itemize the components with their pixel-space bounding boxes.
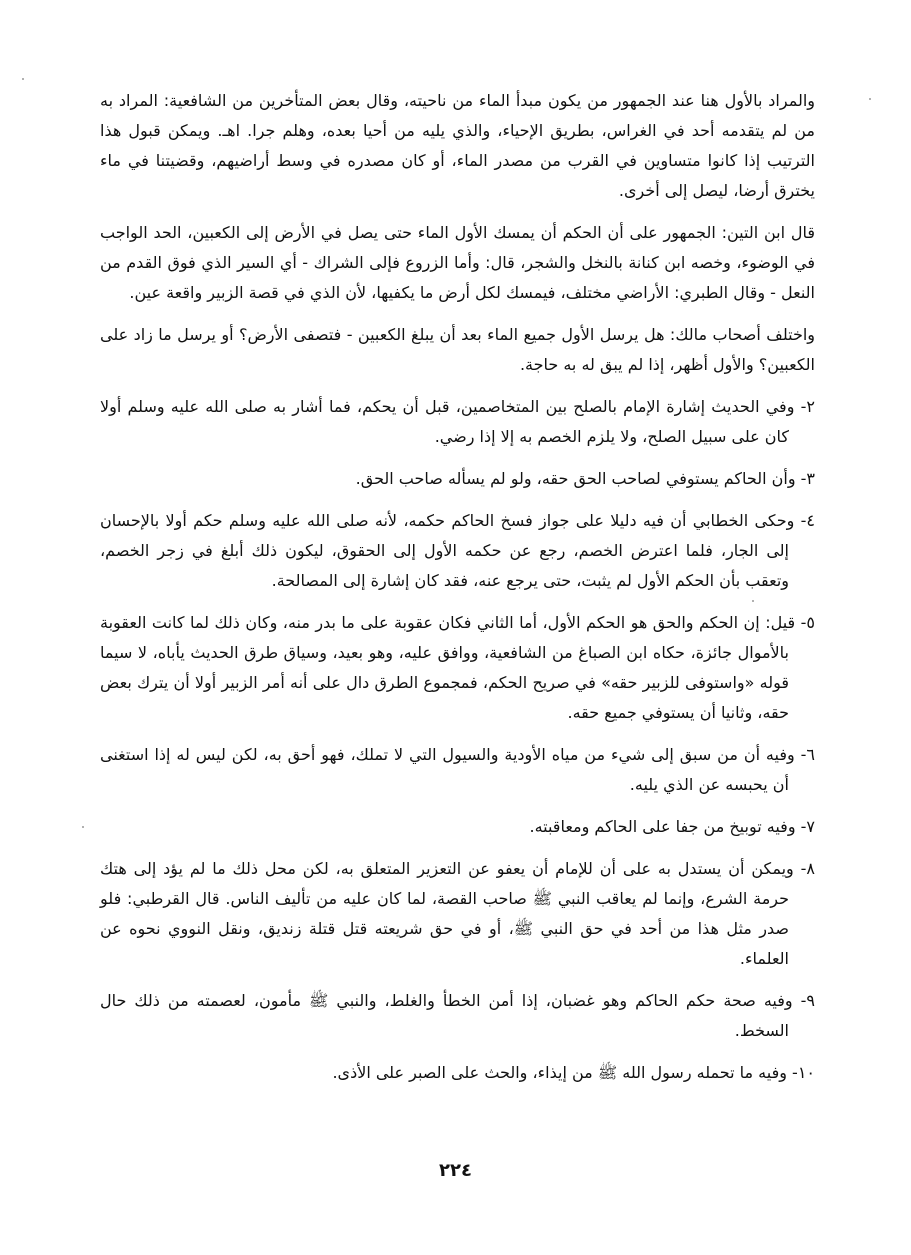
list-item-5: ٥- قيل: إن الحكم والحق هو الحكم الأول، أما الثاني فكان عقوبة على ما بدر منه، وكان ذلك لما كانت العقوبة بالأموال جائزة، حكاه ابن الصباغ من الشافعية، ووافق عليه، وهو بعيد، وسياق طرق الحديث يأباه، لا سيما قوله «واستوفى للزبير حقه» في صريح الحكم، فمجموع الطرق دال على أنه أمر الزبير أولا أن يترك بعض حقه، وثانيا أن يستوفي جميع حقه. — [100, 613, 815, 722]
scan-speck — [869, 98, 871, 100]
list-item-7: ٧- وفيه توبيخ من جفا على الحاكم ومعاقبته. — [529, 817, 815, 836]
paragraph-malik-companions: واختلف أصحاب مالك: هل يرسل الأول جميع الماء بعد أن يبلغ الكعبين - فتصفى الأرض؟ أو يرسل ما زاد على الكعبين؟ والأول أظهر، إذا لم يبق له به حاجة. — [100, 325, 815, 374]
list-item-2: ٢- وفي الحديث إشارة الإمام بالصلح بين المتخاصمين، قبل أن يحكم، فما أشار به صلى الله عليه وسلم أولا كان على سبيل الصلح، ولا يلزم الخصم به إلا إذا رضي. — [100, 397, 815, 446]
scan-speck — [752, 600, 754, 602]
list-item-8: ٨- ويمكن أن يستدل به على أن للإمام أن يعفو عن التعزير المتعلق به، لكن محل ذلك ما لم يؤد إلى هتك حرمة الشرع، وإنما لم يعاقب النبي ﷺ صاحب القصة، لما كان عليه من تأليف الناس. قال القرطبي: فلو صدر مثل هذا من أحد في حق النبي ﷺ، أو في حق شريعته قتل قتلة زنديق، ونقل النووي نحوه عن العلماء. — [100, 859, 815, 968]
page-number: ٢٢٤ — [439, 1160, 472, 1181]
paragraph-ibn-al-tin: قال ابن التين: الجمهور على أن الحكم أن يمسك الأول الماء حتى يصل في الأرض إلى الكعبين، الحد الواجب في الوضوء، وخصه ابن كنانة بالنخل والشجر، قال: وأما الزروع فإلى الشراك - أي السير الذي فوق القدم من النعل - وقال الطبري: الأراضي مختلف، فيمسك لكل أرض ما يكفيها، لأن الذي في قصة الزبير واقعة عين. — [100, 223, 815, 302]
list-item-3: ٣- وأن الحاكم يستوفي لصاحب الحق حقه، ولو لم يسأله صاحب الحق. — [355, 469, 815, 488]
body-text — [100, 86, 815, 1100]
paragraph-intro-first-in-line: والمراد بالأول هنا عند الجمهور من يكون مبدأ الماء من ناحيته، وقال بعض المتأخرين من الشافعية: المراد به من لم يتقدمه أحد في الغراس، بطريق الإحياء، والذي يليه من أحيا بعده، وهلم جرا. اهـ. ويمكن قبول هذا الترتيب إذا كانوا متساوين في القرب من مصدر الماء، أو كان مصدره في وسط أراضيهم، وقضيتنا في ماء يخترق أرضا، ليصل إلى أخرى. — [100, 91, 815, 200]
list-item-6: ٦- وفيه أن من سبق إلى شيء من مياه الأودية والسيول التي لا تملك، فهو أحق به، لكن ليس له إذا استغنى أن يحبسه عن الذي يليه. — [100, 745, 815, 794]
list-item-10: ١٠- وفيه ما تحمله رسول الله ﷺ من إيذاء، والحث على الصبر على الأذى. — [332, 1063, 815, 1082]
scan-speck — [22, 78, 24, 80]
list-item-9: ٩- وفيه صحة حكم الحاكم وهو غضبان، إذا أمن الخطأ والغلط، والنبي ﷺ مأمون، لعصمته من ذلك حال السخط. — [100, 991, 815, 1040]
list-item-4: ٤- وحكى الخطابي أن فيه دليلا على جواز فسخ الحاكم حكمه، لأنه صلى الله عليه وسلم حكم أولا بالإحسان إلى الجار، فلما اعترض الخصم، رجع عن حكمه الأول إلى الحقوق، ليكون ذلك أبلغ في زجر الخصم، وتعقب بأن الحكم الأول لم يثبت، حتى يرجع عنه، فقد كان إشارة إلى المصالحة. — [100, 511, 815, 590]
scan-speck — [82, 826, 84, 828]
